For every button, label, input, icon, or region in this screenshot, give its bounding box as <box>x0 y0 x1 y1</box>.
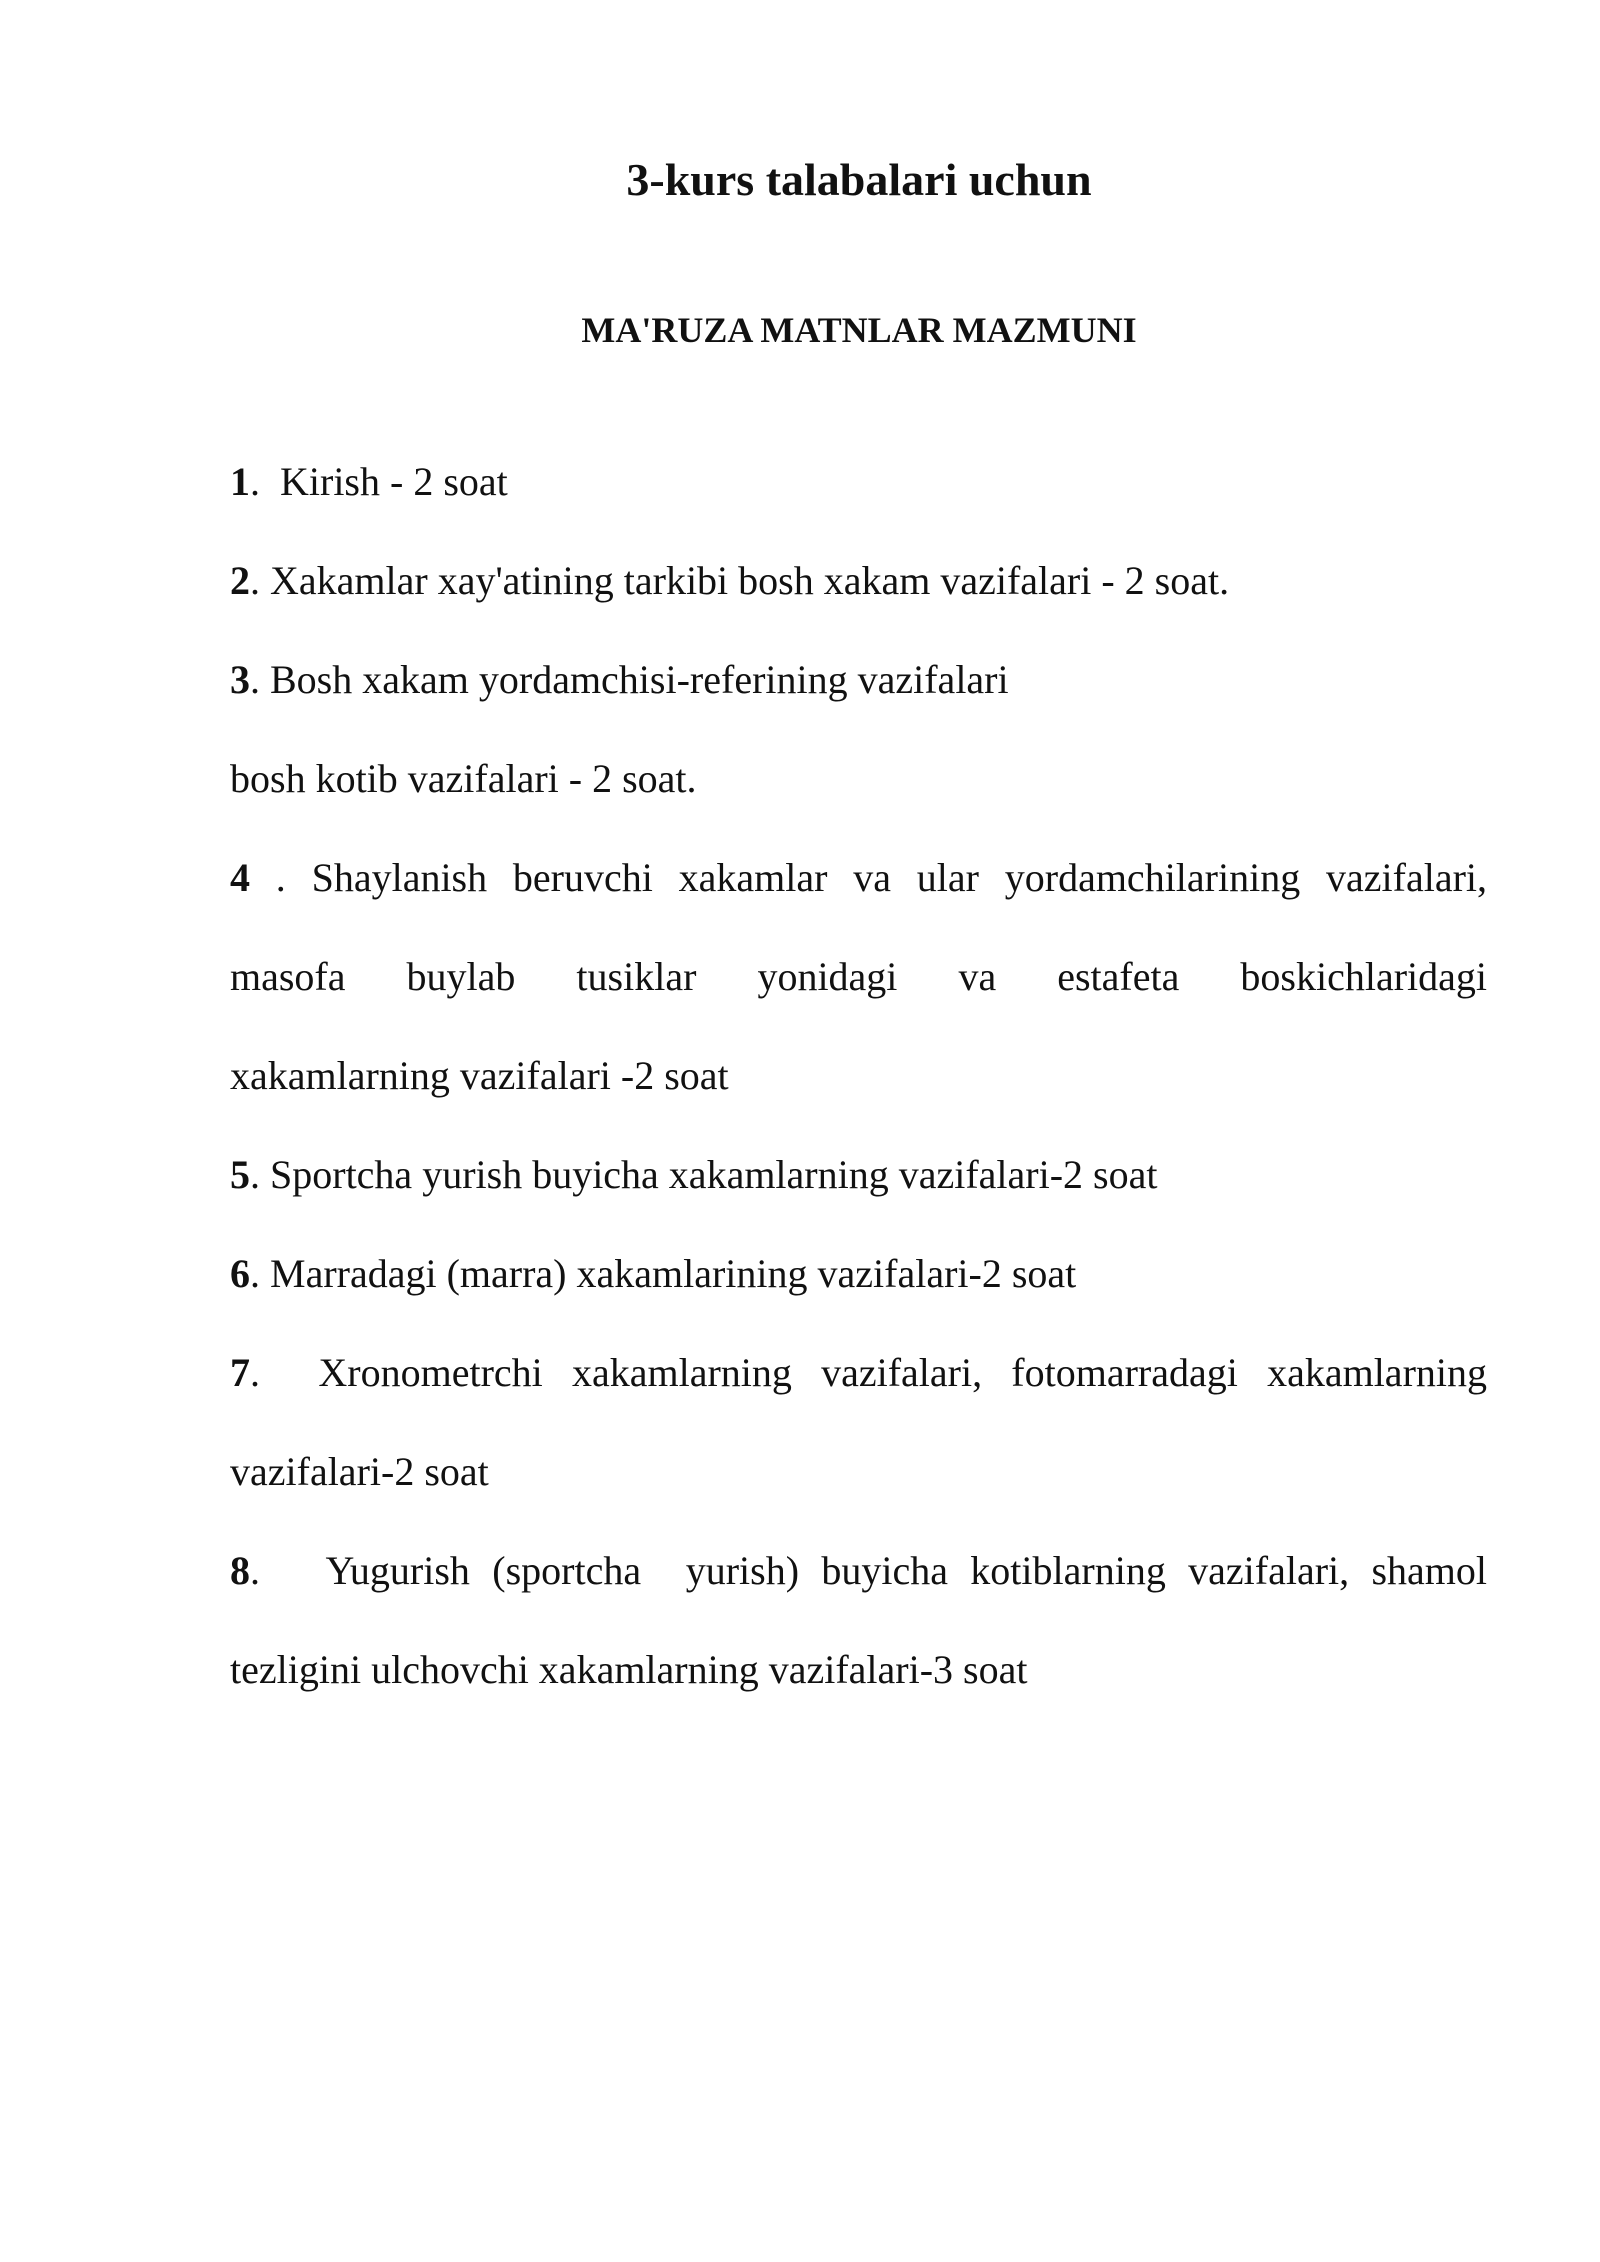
list-item-3-continuation <box>230 729 1487 828</box>
list-item-2 <box>230 531 1487 630</box>
item-text: masofa buylab tusiklar yonidagi va estafeta boskichlaridagi <box>230 954 1487 999</box>
item-text: . Kirish - 2 soat <box>250 459 508 504</box>
item-text: . Xronometrchi xakamlarning vazifalari, fotomarradagi xakamlarning <box>250 1350 1487 1395</box>
list-item-4-continuation <box>230 1026 1487 1125</box>
list-item-7-continuation <box>230 1422 1487 1521</box>
item-number: 3 <box>230 657 250 702</box>
item-number: 4 <box>230 855 250 900</box>
item-text: . Shaylanish beruvchi xakamlar va ular yordamchilarining vazifalari, <box>250 855 1487 900</box>
item-number: 5 <box>230 1152 250 1197</box>
list-item-4 <box>230 828 1487 927</box>
list-item-7 <box>230 1323 1487 1422</box>
item-text: xakamlarning vazifalari -2 soat <box>230 1053 729 1098</box>
item-number: 6 <box>230 1251 250 1296</box>
item-number: 8 <box>230 1548 250 1593</box>
list-item-6 <box>230 1224 1487 1323</box>
section-heading: MA'RUZA MATNLAR MAZMUNI <box>581 310 1137 350</box>
list-item-1 <box>230 432 1487 531</box>
item-text: tezligini ulchovchi xakamlarning vazifalari-3 soat <box>230 1647 1028 1692</box>
item-number: 2 <box>230 558 250 603</box>
list-item-5 <box>230 1125 1487 1224</box>
item-text: . Bosh xakam yordamchisi-referining vazifalari <box>250 657 1009 702</box>
item-text: . Yugurish (sportcha yurish) buyicha kotiblarning vazifalari, shamol <box>250 1548 1487 1593</box>
page-title: 3-kurs talabalari uchun <box>626 154 1092 205</box>
list-item-8-continuation <box>230 1620 1487 1719</box>
item-text: . Xakamlar xay'atining tarkibi bosh xakam vazifalari - 2 soat. <box>250 558 1230 603</box>
item-text: vazifalari-2 soat <box>230 1449 489 1494</box>
item-number: 7 <box>230 1350 250 1395</box>
list-item-4-continuation <box>230 927 1487 1026</box>
item-number: 1 <box>230 459 250 504</box>
lecture-list <box>230 432 1487 1719</box>
item-text: . Marradagi (marra) xakamlarining vazifalari-2 soat <box>250 1251 1077 1296</box>
item-text: . Sportcha yurish buyicha xakamlarning vazifalari-2 soat <box>250 1152 1158 1197</box>
list-item-8 <box>230 1521 1487 1620</box>
item-text: bosh kotib vazifalari - 2 soat. <box>230 756 697 801</box>
list-item-3 <box>230 630 1487 729</box>
